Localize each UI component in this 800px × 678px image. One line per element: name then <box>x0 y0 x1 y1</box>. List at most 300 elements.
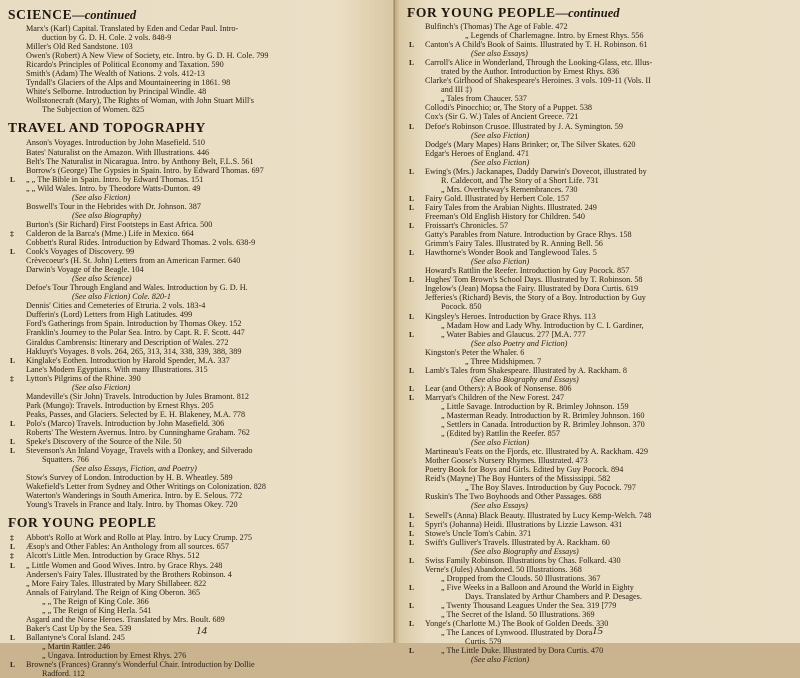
catalogue-entry <box>407 239 794 248</box>
entry-text: R. Caldecott, and The Story of a Short Life. 731 <box>441 175 599 185</box>
catalogue-entry <box>8 301 388 310</box>
catalogue-entry <box>8 561 388 570</box>
catalogue-entry <box>8 419 388 428</box>
entry-text: Carroll's Alice in Wonderland, Through the Looking-Glass, etc. Illus- <box>425 58 653 68</box>
catalogue-entry <box>8 265 388 274</box>
entry-text: Crèvecoeur's (H. St. John) Letters from an American Farmer. 640 <box>26 256 241 266</box>
entry-text: (See also Fiction) <box>471 257 530 267</box>
entry-text: „ Martin Rattler. 246 <box>42 641 111 651</box>
young-people-heading-continued <box>407 5 794 21</box>
catalogue-entry <box>407 275 794 284</box>
catalogue-entry <box>407 574 794 583</box>
entry-text: „ „ The Reign of King Herla. 541 <box>42 605 152 615</box>
catalogue-entry <box>8 51 388 60</box>
entry-text: Anson's Voyages. Introduction by John Masefield. 510 <box>26 138 206 148</box>
catalogue-entry <box>8 446 388 455</box>
catalogue-entry <box>407 230 794 239</box>
entry-text: Hakluyt's Voyages. 8 vols. 264, 265, 313, 314, 338, 339, 388, 389 <box>26 346 242 356</box>
entry-text: Lane's Modern Egyptians. With many Illustrations. 315 <box>26 364 208 374</box>
catalogue-entry <box>8 597 388 606</box>
catalogue-entry <box>407 176 794 185</box>
catalogue-entry <box>8 33 388 42</box>
catalogue-entry <box>8 87 388 96</box>
entry-text: „ „ The Bible in Spain. Intro. by Edward Thomas. 151 <box>26 174 204 184</box>
entry-text: (See also Biography and Essays) <box>471 546 579 556</box>
entry-text: Martineau's Feats on the Fjords, etc. Illustrated by A. Rackham. 429 <box>425 447 648 457</box>
catalogue-entry <box>8 138 388 147</box>
catalogue-entry <box>407 610 794 619</box>
see-also-note <box>407 501 794 510</box>
entry-text: „ The Little Duke. Illustrated by Dora Curtis. 470 <box>441 646 604 656</box>
see-also-note <box>407 547 794 556</box>
entry-text: Swiss Family Robinson. Illustrations by Chas. Folkard. 430 <box>425 555 621 565</box>
entry-marker: L <box>409 582 415 592</box>
catalogue-entry <box>8 588 388 597</box>
entry-text: Owen's (Robert) A New View of Society, etc. Intro. by G. D. H. Cole. 799 <box>26 51 269 61</box>
catalogue-entry <box>8 78 388 87</box>
entry-marker: L <box>409 121 415 131</box>
catalogue-entry <box>8 542 388 551</box>
catalogue-entry <box>8 96 388 105</box>
entry-marker: L <box>409 519 415 529</box>
catalogue-entry <box>407 330 794 339</box>
entry-text: (See also Biography and Essays) <box>471 374 579 384</box>
entry-text: „ „ Wild Wales. Intro. by Theodore Watts-Dunton. 49 <box>26 183 201 193</box>
catalogue-entry <box>407 312 794 321</box>
see-also-note <box>407 131 794 140</box>
entry-text: Ruskin's The Two Boyhoods and Other Passages. 688 <box>425 492 602 502</box>
entry-text: Kinglake's Eothen. Introduction by Harold Spender, M.A. 337 <box>26 355 230 365</box>
catalogue-entry <box>8 473 388 482</box>
see-also-note <box>8 211 388 220</box>
entry-text: (See also Science) <box>72 274 132 284</box>
catalogue-entry <box>407 112 794 121</box>
entry-text: „ Madam How and Lady Why. Introduction by C. I. Gardiner, <box>441 320 644 330</box>
entry-text: Andersen's Fairy Tales. Illustrated by the Brothers Robinson. 4 <box>26 569 232 579</box>
catalogue-entry <box>8 570 388 579</box>
catalogue-entry <box>407 384 794 393</box>
entry-text: (See also Poetry and Fiction) <box>471 338 568 348</box>
catalogue-entry <box>8 319 388 328</box>
entry-text: Polo's (Marco) Travels. Introduction by John Masefield. 306 <box>26 418 225 428</box>
catalogue-entry <box>8 166 388 175</box>
entry-text: (See also Fiction) <box>471 438 530 448</box>
page-number: 14 <box>196 625 207 637</box>
catalogue-entry <box>8 184 388 193</box>
entry-text: Ricardo's Principles of Political Economy and Taxation. 590 <box>26 60 224 70</box>
entry-text: „ The Lances of Lynwood. Illustrated by Dora <box>441 628 593 638</box>
entry-marker: L <box>409 166 415 176</box>
catalogue-entry <box>407 94 794 103</box>
catalogue-entry <box>8 283 388 292</box>
entry-text: Defoe's Tour Through England and Wales. Introduction by G. D. H. <box>26 283 248 293</box>
entry-text: Peaks, Passes, and Glaciers. Selected by E. H. Blakeney, M.A. 778 <box>26 409 246 419</box>
see-also-note <box>407 158 794 167</box>
catalogue-entry <box>407 429 794 438</box>
entry-marker: L <box>10 660 16 670</box>
catalogue-entry <box>407 592 794 601</box>
catalogue-entry <box>8 157 388 166</box>
entry-text: Dodge's (Mary Mapes) Hans Brinker; or, The Silver Skates. 620 <box>425 139 636 149</box>
entry-text: „ Five Weeks in a Balloon and Around the World in Eighty <box>441 582 634 592</box>
travel-entry-list <box>8 138 388 509</box>
catalogue-entry <box>407 357 794 366</box>
catalogue-entry <box>407 646 794 655</box>
entry-marker: L <box>409 202 415 212</box>
catalogue-entry <box>8 356 388 365</box>
catalogue-entry <box>8 175 388 184</box>
entry-text: Darwin's Voyage of the Beagle. 104 <box>26 265 144 275</box>
catalogue-entry <box>8 579 388 588</box>
see-also-note <box>8 292 388 301</box>
catalogue-entry <box>407 402 794 411</box>
entry-text: Æsop's and Other Fables: An Anthology from all sources. 657 <box>26 542 229 552</box>
entry-text: Squatters. 766 <box>42 455 89 465</box>
entry-text: Fairy Gold. Illustrated by Herbert Cole. 157 <box>425 193 570 203</box>
travel-heading: TRAVEL AND TOPOGRAPHY <box>8 120 206 136</box>
entry-text: duction by G. D. H. Cole. 2 vols. 848-9 <box>42 33 172 43</box>
entry-marker: L <box>409 601 415 610</box>
entry-text: „ Masterman Ready. Introduction by R. Brimley Johnson. 160 <box>441 411 645 421</box>
catalogue-entry <box>8 410 388 419</box>
entry-text: Dennis' Cities and Cemeteries of Etruria. 2 vols. 183-4 <box>26 301 206 311</box>
catalogue-entry <box>8 455 388 464</box>
entry-text: „ Tales from Chaucer. 537 <box>441 94 527 104</box>
see-also-note <box>407 655 794 664</box>
entry-text: Lamb's Tales from Shakespeare. Illustrated by A. Rackham. 8 <box>425 365 627 375</box>
entry-text: Waterton's Wanderings in South America. Intro. by E. Selous. 772 <box>26 491 243 501</box>
catalogue-entry <box>8 615 388 624</box>
left-page <box>0 0 395 678</box>
catalogue-entry <box>407 122 794 131</box>
catalogue-entry <box>8 660 388 669</box>
entry-text: Smith's (Adam) The Wealth of Nations. 2 vols. 412-13 <box>26 69 205 79</box>
catalogue-entry <box>407 149 794 158</box>
entry-marker: L <box>409 275 415 285</box>
entry-marker: L <box>409 528 415 538</box>
entry-text: and III ‡) <box>441 85 472 95</box>
catalogue-entry <box>8 533 388 542</box>
entry-text: (See also Fiction) <box>471 157 530 167</box>
catalogue-entry <box>407 167 794 176</box>
catalogue-entry <box>407 601 794 610</box>
entry-text: „ (Edited by) Rattlin the Reefer. 857 <box>441 429 560 439</box>
right-page <box>395 0 800 665</box>
entry-text: Days. Translated by Arthur Chambers and P. Desages. <box>465 591 642 601</box>
entry-text: Belt's The Naturalist in Nicaragua. Intro. by Anthony Belt, F.L.S. 561 <box>26 156 254 166</box>
entry-text: „ The Boy Slaves. Introduction by Guy Pocock. 797 <box>465 483 636 493</box>
entry-text: Stevenson's An Inland Voyage, Travels with a Donkey, and Silverado <box>26 446 253 456</box>
entry-text: Kingsley's Heroes. Introduction by Grace Rhys. 113 <box>425 311 596 321</box>
entry-text: Tyndall's Glaciers of the Alps and Mountaineering in 1861. 98 <box>26 78 231 88</box>
entry-text: Ingelow's (Jean) Mopsa the Fairy. Illustrated by Dora Curtis. 619 <box>425 284 639 294</box>
entry-text: „ Ungava. Introduction by Ernest Rhys. 276 <box>42 651 187 660</box>
entry-text: Cox's (Sir G. W.) Tales of Ancient Greece. 721 <box>425 112 579 122</box>
see-also-note <box>8 274 388 283</box>
entry-marker: L <box>409 392 415 402</box>
catalogue-entry <box>407 266 794 275</box>
see-also-note <box>8 464 388 473</box>
see-also-note <box>407 438 794 447</box>
entry-text: Ford's Gatherings from Spain. Introduction by Thomas Okey. 152 <box>26 319 242 329</box>
catalogue-entry <box>407 194 794 203</box>
entry-text: Ballantyne's Coral Island. 245 <box>26 632 125 642</box>
catalogue-entry <box>407 67 794 76</box>
entry-text: Mandeville's (Sir John) Travels. Introduction by Jules Bramont. 812 <box>26 391 249 401</box>
entry-marker: L <box>409 40 415 50</box>
catalogue-entry <box>407 85 794 94</box>
see-also-note <box>407 375 794 384</box>
entry-text: Clarke's Girlhood of Shakespeare's Heroines. 3 vols. 109-11 (Vols. II <box>425 76 651 86</box>
catalogue-entry <box>407 248 794 257</box>
catalogue-entry <box>407 538 794 547</box>
catalogue-entry <box>8 437 388 446</box>
catalogue-entry <box>407 411 794 420</box>
entry-text: „ Legends of Charlemagne. Intro. by Ernest Rhys. 556 <box>465 31 644 41</box>
entry-text: „ Water Babies and Glaucus. 277 [M.A. 777 <box>441 329 586 339</box>
young-people-entry-list <box>8 533 388 678</box>
catalogue-entry <box>407 366 794 375</box>
catalogue-entry <box>8 69 388 78</box>
entry-marker: ‡ <box>10 373 14 383</box>
entry-text: „ Mrs. Overtheway's Remembrances. 730 <box>441 184 578 194</box>
entry-text: „ The Secret of the Island. 50 Illustrations. 369 <box>441 610 595 620</box>
entry-text: „ Little Women and Good Wives. Intro. by Grace Rhys. 248 <box>26 560 223 570</box>
entry-marker: L <box>10 355 16 365</box>
entry-text: Froissart's Chronicles. 57 <box>425 221 509 231</box>
entry-text: The Subjection of Women. 825 <box>42 105 145 115</box>
catalogue-entry <box>407 456 794 465</box>
entry-text: Canton's A Child's Book of Saints. Illustrated by T. H. Robinson. 61 <box>425 40 648 50</box>
catalogue-entry <box>407 293 794 302</box>
entry-text: Baker's Cast Up by the Sea. 539 <box>26 623 132 633</box>
catalogue-entry <box>8 669 388 678</box>
entry-marker: L <box>409 221 415 231</box>
catalogue-entry <box>407 565 794 574</box>
catalogue-entry <box>407 22 794 31</box>
entry-text: Park (Mungo): Travels. Introduction by Ernest Rhys. 205 <box>26 400 214 410</box>
entry-text: Annals of Fairyland. The Reign of King Oberon. 365 <box>26 587 201 597</box>
catalogue-entry <box>407 140 794 149</box>
entry-text: Ewing's (Mrs.) Jackanapes, Daddy Darwin's Dovecot, illustrated by <box>425 166 647 176</box>
catalogue-entry <box>8 229 388 238</box>
entry-text: Swift's Gulliver's Travels. Illustrated by A. Rackham. 60 <box>425 537 610 547</box>
entry-marker: L <box>409 555 415 565</box>
entry-text: Dufferin's (Lord) Letters from High Latitudes. 499 <box>26 310 193 320</box>
science-heading <box>8 7 388 23</box>
young-people-heading-title: FOR YOUNG PEOPLE <box>407 5 556 20</box>
entry-marker: L <box>409 58 415 68</box>
catalogue-entry <box>407 103 794 112</box>
catalogue-entry <box>8 60 388 69</box>
entry-marker: L <box>10 247 16 257</box>
catalogue-entry <box>8 500 388 509</box>
entry-text: Sewell's (Anna) Black Beauty. Illustrated by Lucy Kemp-Welch. 748 <box>425 510 652 520</box>
entry-marker: ‡ <box>10 228 14 238</box>
page-number: 15 <box>592 625 603 637</box>
catalogue-entry <box>407 321 794 330</box>
entry-text: (See also Fiction) <box>72 192 131 202</box>
entry-text: Lear (and Others): A Book of Nonsense. 806 <box>425 383 572 393</box>
catalogue-entry <box>407 529 794 538</box>
entry-marker: L <box>409 248 415 258</box>
entry-text: (See also Essays) <box>471 49 528 59</box>
catalogue-entry <box>8 220 388 229</box>
catalogue-entry <box>8 365 388 374</box>
entry-text: Gatty's Parables from Nature. Introduction by Grace Rhys. 158 <box>425 230 632 240</box>
catalogue-entry <box>407 212 794 221</box>
catalogue-entry <box>8 374 388 383</box>
entry-text: Pocock. 850 <box>441 302 482 312</box>
entry-text: (See also Essays, Fiction, and Poetry) <box>72 464 197 474</box>
entry-text: Marx's (Karl) Capital. Translated by Eden and Cedar Paul. Intro- <box>26 24 239 33</box>
entry-marker: L <box>10 632 16 642</box>
entry-text: Miller's Old Red Sandstone. 103 <box>26 42 133 52</box>
entry-marker: L <box>10 174 16 184</box>
catalogue-entry <box>407 348 794 357</box>
entry-text: (See also Essays) <box>471 501 528 511</box>
catalogue-entry <box>8 247 388 256</box>
science-heading-title: SCIENCE <box>8 7 73 22</box>
entry-text: Giraldus Cambrensis: Itinerary and Description of Wales. 272 <box>26 337 229 347</box>
catalogue-entry <box>8 482 388 491</box>
entry-marker: L <box>409 383 415 393</box>
entry-marker: L <box>10 446 16 456</box>
catalogue-entry <box>407 203 794 212</box>
entry-text: „ Twenty Thousand Leagues Under the Sea. 319 [779 <box>441 601 617 610</box>
entry-text: Yonge's (Charlotte M.) The Book of Golden Deeds. 330 <box>425 619 609 629</box>
entry-text: „ Three Midshipmen. 7 <box>465 356 542 366</box>
entry-text: Alcott's Little Men. Introduction by Grace Rhys. 512 <box>26 551 200 561</box>
see-also-note <box>8 193 388 202</box>
catalogue-entry <box>8 42 388 51</box>
entry-marker: ‡ <box>10 533 14 543</box>
catalogue-entry <box>8 401 388 410</box>
entry-text: Poetry Book for Boys and Girls. Edited by Guy Pocock. 894 <box>425 465 624 475</box>
catalogue-entry <box>8 338 388 347</box>
entry-text: Lytton's Pilgrims of the Rhine. 390 <box>26 373 141 383</box>
catalogue-entry <box>407 483 794 492</box>
entry-text: Roberts' The Western Avernus. Intro. by Cunninghame Graham. 762 <box>26 427 250 437</box>
catalogue-entry <box>8 328 388 337</box>
catalogue-entry <box>8 256 388 265</box>
entry-text: Burton's (Sir Richard) First Footsteps in East Africa. 500 <box>26 219 213 229</box>
entry-text: Speke's Discovery of the Source of the Nile. 50 <box>26 437 182 447</box>
entry-text: Cook's Voyages of Discovery. 99 <box>26 247 135 257</box>
entry-text: (See also Fiction) <box>471 655 530 665</box>
catalogue-entry <box>8 310 388 319</box>
see-also-note <box>407 339 794 348</box>
entry-text: Abbott's Rollo at Work and Rollo at Play. Intro. by Lucy Crump. 275 <box>26 533 252 543</box>
catalogue-entry <box>8 105 388 114</box>
entry-text: trated by the Author. Introduction by Ernest Rhys. 836 <box>441 67 620 77</box>
entry-text: Collodi's Pinocchio; or, The Story of a Puppet. 538 <box>425 103 593 113</box>
entry-marker: L <box>409 646 415 656</box>
entry-text: Asgard and the Norse Heroes. Translated by Mrs. Boult. 689 <box>26 614 225 624</box>
entry-marker: L <box>10 542 16 552</box>
entry-text: (See also Fiction) <box>72 382 131 392</box>
catalogue-entry <box>8 651 388 660</box>
entry-marker: L <box>409 365 415 375</box>
entry-text: „ Settlers in Canada. Introduction by R. Brimley Johnson. 370 <box>441 420 645 430</box>
catalogue-entry <box>407 76 794 85</box>
catalogue-entry <box>407 302 794 311</box>
entry-text: Bulfinch's (Thomas) The Age of Fable. 472 <box>425 22 568 31</box>
catalogue-entry <box>8 606 388 615</box>
catalogue-entry <box>8 491 388 500</box>
entry-marker: L <box>409 510 415 520</box>
catalogue-entry <box>407 420 794 429</box>
catalogue-entry <box>8 347 388 356</box>
entry-text: Cobbett's Rural Rides. Introduction by Edward Thomas. 2 vols. 638-9 <box>26 237 256 247</box>
science-entry-list <box>8 24 388 114</box>
entry-text: Howard's Rattlin the Reefer. Introduction by Guy Pocock. 857 <box>425 266 630 276</box>
entry-text: (See also Biography) <box>72 210 142 220</box>
entry-marker: L <box>409 329 415 339</box>
entry-marker: L <box>409 193 415 203</box>
young-people-heading: FOR YOUNG PEOPLE <box>8 515 157 531</box>
catalogue-entry <box>8 148 388 157</box>
entry-text: Hughes' Tom Brown's School Days. Illustrated by T. Robinson. 58 <box>425 275 643 285</box>
entry-text: „ „ The Reign of King Cole. 366 <box>42 596 149 606</box>
entry-marker: L <box>409 311 415 321</box>
catalogue-entry <box>8 24 388 33</box>
entry-text: Hawthorne's Wonder Book and Tanglewood Tales. 5 <box>425 248 597 258</box>
entry-marker: L <box>10 437 16 447</box>
catalogue-entry <box>407 583 794 592</box>
entry-text: „ Dropped from the Clouds. 50 Illustrations. 367 <box>441 573 601 583</box>
entry-marker: ‡ <box>10 551 14 561</box>
entry-text: (See also Fiction) <box>471 130 530 140</box>
entry-text: Verne's (Jules) Abandoned. 50 Illustrations. 368 <box>425 564 582 574</box>
book-gutter <box>393 0 399 643</box>
entry-text: Boswell's Tour in the Hebrides with Dr. Johnson. 387 <box>26 201 201 211</box>
catalogue-entry <box>8 392 388 401</box>
entry-text: „ Little Savage. Introduction by R. Brimley Johnson. 159 <box>441 401 629 411</box>
entry-marker: L <box>10 418 16 428</box>
entry-text: Edgar's Heroes of England. 471 <box>425 148 530 158</box>
entry-text: Borrow's (George) The Gypsies in Spain. Intro. by Edward Thomas. 697 <box>26 165 264 175</box>
see-also-note <box>407 257 794 266</box>
catalogue-entry <box>407 393 794 402</box>
catalogue-entry <box>407 492 794 501</box>
catalogue-entry <box>407 465 794 474</box>
entry-text: Freeman's Old English History for Children. 540 <box>425 211 585 221</box>
entry-text: Wollstonecraft (Mary), The Rights of Woman, with John Stuart Mill's <box>26 96 254 106</box>
entry-text: Stowe's Uncle Tom's Cabin. 371 <box>425 528 532 538</box>
entry-text: Marryat's Children of the New Forest. 247 <box>425 392 565 402</box>
entry-text: Mother Goose's Nursery Rhymes. Illustrated. 473 <box>425 456 588 466</box>
catalogue-entry <box>407 31 794 40</box>
catalogue-entry <box>8 642 388 651</box>
see-also-note <box>8 383 388 392</box>
entry-text: Franklin's Journey to the Polar Sea. Intro. by Capt. R. F. Scott. 447 <box>26 328 245 338</box>
entry-text: Curtis. 579 <box>465 637 502 647</box>
entry-text: Bates' Naturalist on the Amazon. With Illustrations. 446 <box>26 147 210 157</box>
entry-text: Defoe's Robinson Crusoe. Illustrated by J. A. Symington. 59 <box>425 121 623 131</box>
catalogue-entry <box>407 284 794 293</box>
entry-text: Radford. 112 <box>42 669 85 678</box>
entry-text: „ More Fairy Tales. Illustrated by Mary Shillabeer. 822 <box>26 578 207 588</box>
entry-text: White's Selborne. Introduction by Principal Windle. 48 <box>26 87 207 97</box>
catalogue-entry <box>407 474 794 483</box>
catalogue-entry <box>407 40 794 49</box>
entry-text: Grimm's Fairy Tales. Illustrated by R. Anning Bell. 56 <box>425 239 603 249</box>
entry-text: Fairy Tales from the Arabian Nights. Illustrated. 249 <box>425 202 597 212</box>
catalogue-entry <box>407 520 794 529</box>
catalogue-entry <box>8 428 388 437</box>
entry-text: Kingston's Peter the Whaler. 6 <box>425 347 525 357</box>
